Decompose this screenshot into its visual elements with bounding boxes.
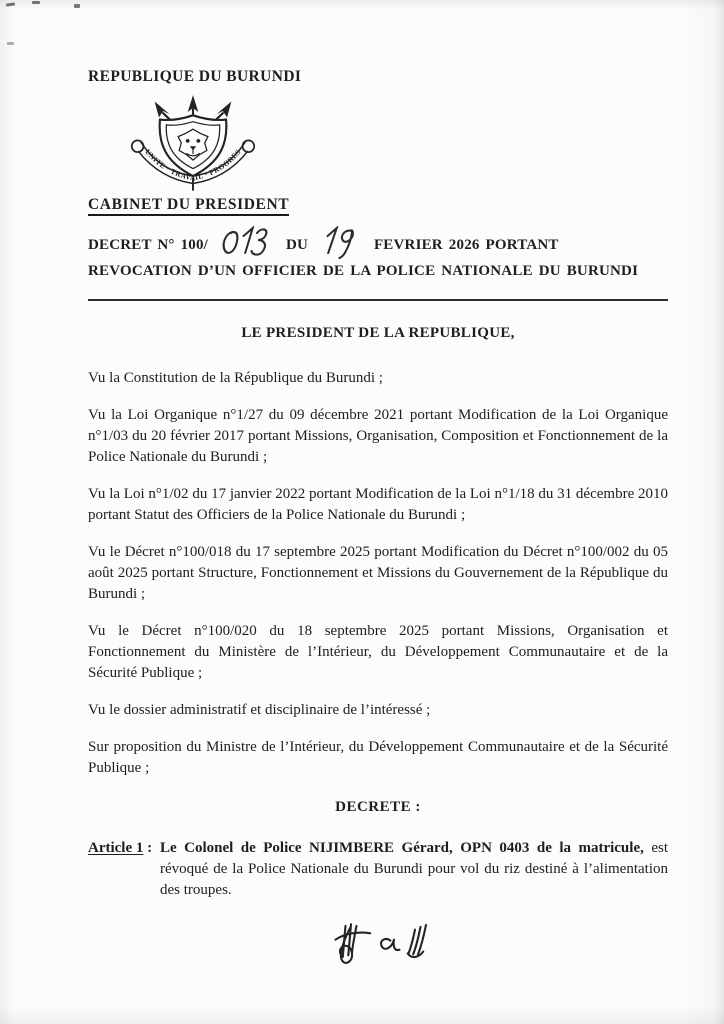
republic-heading: REPUBLIQUE DU BURUNDI <box>88 68 302 85</box>
decrete-heading: DECRETE : <box>335 799 421 815</box>
scan-artifact <box>6 2 15 6</box>
article-label: Article 1 : <box>88 840 153 856</box>
cabinet-heading: CABINET DU PRESIDENT <box>88 196 668 214</box>
decree-title <box>88 232 668 284</box>
president-heading: LE PRESIDENT DE LA REPUBLIQUE, <box>241 325 515 341</box>
recital-paragraph: Vu la Loi n°1/02 du 17 janvier 2022 portant Modification de la Loi n°1/18 du 31 décembre 2010 portant Statut des Officiers de la Police Nationale du Burundi ; <box>88 486 668 523</box>
coat-of-arms-svg <box>118 94 268 192</box>
recital-paragraph: Vu le dossier administratif et disciplinaire de l’intéressé ; <box>88 702 431 718</box>
signature-icon <box>313 915 453 979</box>
article-body <box>160 838 668 901</box>
article-bold-text: Le Colonel de Police NIJIMBERE Gérard, OPN 0403 de la matricule, <box>160 840 644 856</box>
article-normal-text: est révoqué de la Police Nationale du Burundi pour vol du riz destiné à l’alimentation des troupes. <box>160 840 668 898</box>
divider-rule <box>88 299 668 301</box>
decree-title-part3: FEVRIER 2026 PORTANT REVOCATION D’UN OFFICIER DE LA POLICE NATIONALE DU BURUNDI <box>88 237 639 279</box>
scan-artifact <box>7 42 14 45</box>
recital-paragraph: Vu la Constitution de la République du Burundi ; <box>88 370 383 386</box>
recital-paragraph: Vu la Loi Organique n°1/27 du 09 décembre 2021 portant Modification de la Loi Organique n°1/03 du 20 février 2017 portant Missions, Organisation, Composition et Fonctionnement de la Police Nationale du Burundi ; <box>88 407 668 465</box>
recitals <box>88 368 668 779</box>
handwritten-day-icon <box>318 226 364 262</box>
document-content <box>88 68 668 979</box>
decree-title-part2: DU <box>285 237 309 253</box>
recital-paragraph: Sur proposition du Ministre de l’Intérieur, du Développement Communautaire et de la Sécurité Publique ; <box>88 739 668 776</box>
scan-artifact <box>32 1 40 4</box>
article-1 <box>88 838 668 901</box>
recital-paragraph: Vu le Décret n°100/020 du 18 septembre 2025 portant Missions, Organisation et Fonctionnement du Ministère de l’Intérieur, du Développement Communautaire et de la Sécurité Publique ; <box>88 623 668 681</box>
handwritten-decree-number-icon <box>218 226 276 262</box>
recital-paragraph: Vu le Décret n°100/018 du 17 septembre 2025 portant Modification du Décret n°100/002 du 05 août 2025 portant Structure, Fonctionnement et Missions du Gouvernement de la République du Burundi ; <box>88 544 668 602</box>
emblem-motto: UNITE · TRAVAIL · PROGRES <box>143 147 243 183</box>
burundi-coat-of-arms-icon <box>118 94 268 192</box>
decree-title-part1: DECRET N° 100/ <box>88 237 209 253</box>
scan-artifact <box>74 4 80 8</box>
